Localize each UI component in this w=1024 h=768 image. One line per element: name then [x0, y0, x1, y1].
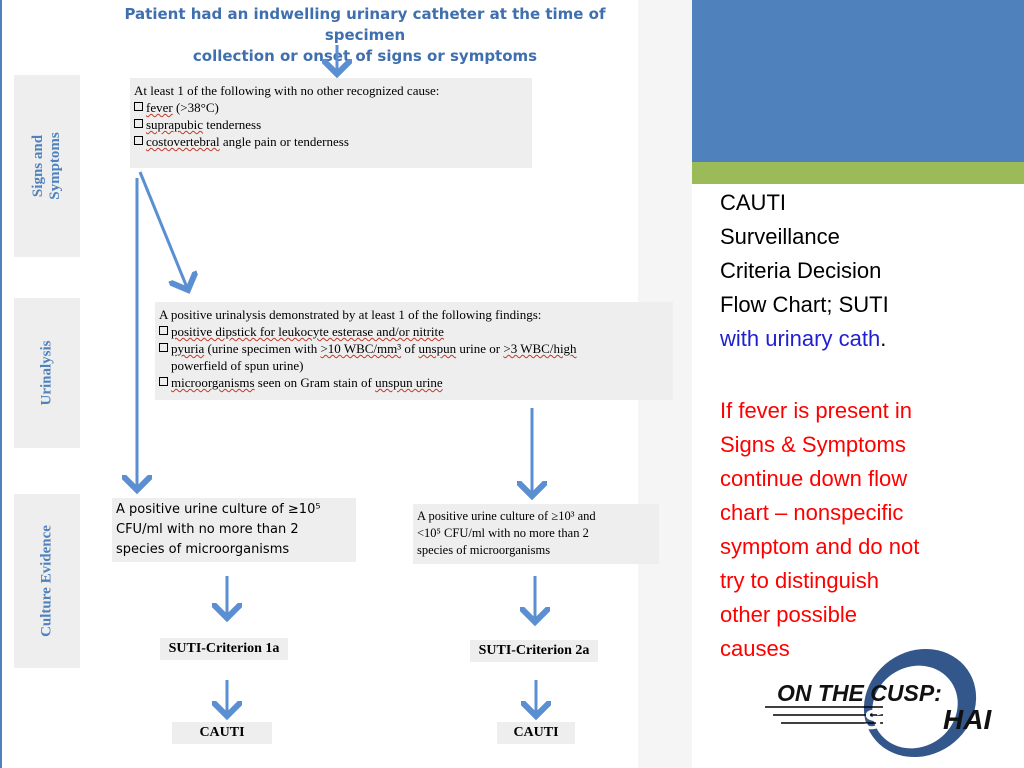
fever-note-line-3: continue down flow	[720, 466, 908, 491]
pyuria-text-2: >10 WBC/mm³	[320, 341, 402, 356]
pyuria-text-4: unspun	[418, 341, 457, 356]
culture-left-line2: CFU/ml with no more than 2	[116, 522, 299, 537]
signs-item-suprapubic-detail: tenderness	[203, 117, 262, 132]
checkbox-icon	[159, 377, 168, 386]
urinalysis-box	[155, 302, 673, 400]
fever-note-line-7: other possible	[720, 602, 857, 627]
fever-note-line-2: Signs & Symptoms	[720, 432, 906, 457]
fever-note	[720, 394, 990, 666]
pyuria-text-5: urine or	[456, 341, 504, 356]
urinalysis-item-pyuria-cont: powerfield of spun urine)	[171, 358, 304, 373]
urinalysis-item-pyuria	[159, 340, 669, 357]
fever-note-line-8: causes	[720, 636, 790, 661]
description-line-1: CAUTI	[720, 190, 786, 215]
on-the-cusp-stop-hai-logo	[765, 645, 1020, 760]
culture-right-line2: <10⁵ CFU/ml with no more than 2	[417, 526, 589, 540]
checkbox-icon	[159, 326, 168, 335]
side-label-signs-line1: Signs and	[30, 134, 46, 198]
urinalysis-heading: A positive urinalysis demonstrated by at least 1 of the following findings:	[159, 307, 542, 322]
description-line-3: Criteria Decision	[720, 258, 882, 283]
signs-heading: At least 1 of the following with no other recognized cause:	[134, 83, 440, 98]
signs-item-cva	[134, 133, 528, 150]
checkbox-icon	[134, 102, 143, 111]
description-line-5	[720, 322, 990, 356]
checkbox-icon	[159, 343, 168, 352]
fever-note-line-4: chart – nonspecific	[720, 500, 904, 525]
logo-text-stop: STOP	[863, 704, 939, 735]
header-blue-band	[690, 0, 1024, 162]
micro-term: microorganisms	[171, 375, 255, 390]
slide-description	[720, 186, 990, 356]
side-label-culture-text: Culture Evidence	[38, 525, 55, 637]
side-label-urinalysis	[14, 298, 80, 448]
signs-item-cva-term: costovertebral	[146, 134, 220, 149]
description-highlight: with urinary cath	[720, 326, 881, 351]
logo-text-top: ON THE CUSP:	[777, 680, 942, 706]
pyuria-text-3: of	[401, 341, 419, 356]
title-line-2: collection or onset of signs or symptoms	[192, 47, 538, 65]
signs-symptoms-box	[130, 78, 532, 168]
fever-note-line-5: symptom and do not	[720, 534, 920, 559]
signs-item-fever-detail: (>38°C)	[172, 100, 219, 115]
side-label-culture	[14, 494, 80, 668]
micro-text-2: unspun urine	[375, 375, 443, 390]
fever-note-line-1: If fever is present in	[720, 398, 912, 423]
checkbox-icon	[134, 136, 143, 145]
urinalysis-item-microorganisms	[159, 374, 669, 391]
signs-item-suprapubic-term: suprapubic	[146, 117, 204, 132]
pyuria-term: pyuria	[171, 341, 205, 356]
description-period: .	[880, 326, 887, 351]
side-label-signs-text	[30, 132, 64, 200]
logo-text-hai: HAI	[943, 704, 992, 735]
side-label-signs-line2: Symptoms	[47, 132, 63, 200]
culture-left-box	[112, 498, 356, 562]
pyuria-text-1: (urine specimen with	[204, 341, 321, 356]
side-label-urinalysis-text: Urinalysis	[38, 340, 55, 406]
checkbox-icon	[134, 119, 143, 128]
fever-note-line-6: try to distinguish	[720, 568, 879, 593]
urinalysis-item-dipstick-text: positive dipstick for leukocyte esterase and/or nitrite	[171, 324, 444, 339]
side-label-signs	[14, 75, 80, 257]
culture-right-box	[413, 504, 659, 564]
outcome-cauti-right: CAUTI	[497, 722, 575, 744]
urinalysis-item-dipstick	[159, 323, 669, 340]
outcome-cauti-left: CAUTI	[172, 722, 272, 744]
pyuria-text-6: >3 WBC/high	[503, 341, 577, 356]
signs-item-fever-term: fever	[146, 100, 173, 115]
criterion-1a: SUTI-Criterion 1a	[160, 638, 288, 660]
micro-text-1: seen on Gram stain of	[254, 375, 376, 390]
description-line-4: Flow Chart; SUTI	[720, 292, 889, 317]
description-line-2: Surveillance	[720, 224, 840, 249]
culture-left-line1: A positive urine culture of ≥10⁵	[116, 502, 321, 517]
criterion-2a: SUTI-Criterion 2a	[470, 640, 598, 662]
title-line-1: Patient had an indwelling urinary catheter at the time of specimen	[124, 5, 606, 44]
signs-item-suprapubic	[134, 116, 528, 133]
flowchart-title	[100, 4, 630, 67]
signs-item-cva-detail: angle pain or tenderness	[219, 134, 349, 149]
culture-right-line3: species of microorganisms	[417, 543, 551, 557]
culture-left-line3: species of microorganisms	[116, 542, 290, 557]
culture-right-line1: A positive urine culture of ≥10³ and	[417, 509, 596, 523]
signs-item-fever	[134, 99, 528, 116]
